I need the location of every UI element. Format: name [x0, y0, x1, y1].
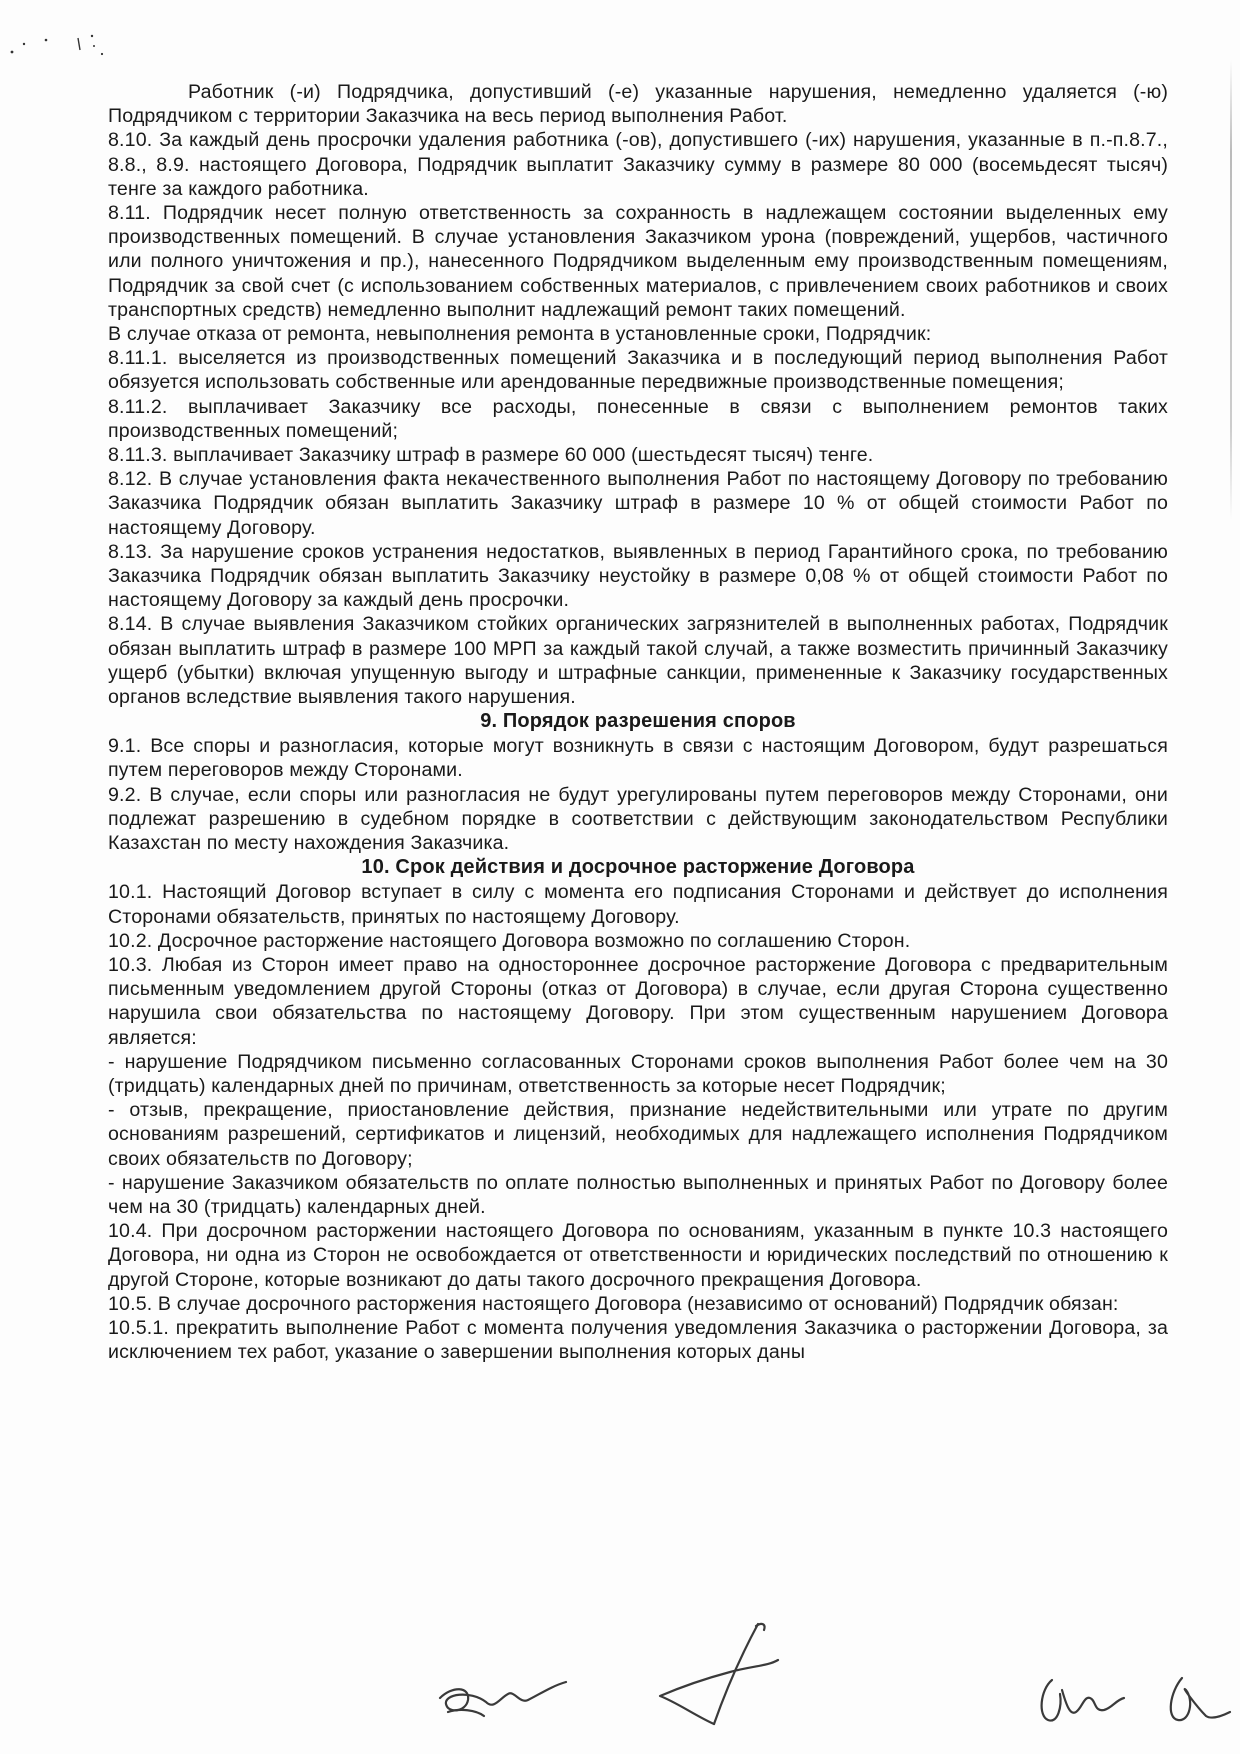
signature-4 [1171, 1678, 1230, 1720]
paragraph-8-10: 8.10. За каждый день просрочки удаления работника (-ов), допустившего (-их) нарушения, указанные в п.-п.8.7., 8.8., 8.9. настоящего Договора, Подрядчик выплатит Заказчику сумму в размере 80 000 (восемьдесят тысяч) тенге за каждого работника. [108, 129, 1168, 200]
paragraph-continuation: Работник (-и) Подрядчика, допустивший (-е) указанные нарушения, немедленно удаляется (-ю) Подрядчиком с территории Заказчика на весь период выполнения Работ. [108, 81, 1168, 128]
paragraph-8-11: 8.11. Подрядчик несет полную ответственность за сохранность в надлежащем состоянии выделенных ему производственных помещений. В случае установления Заказчиком урона (повреждений, ущербов, частичного или полного уничтожения и пр.), нанесенного Подрядчиком выделенным ему производственным помещениям, Подрядчик за свой счет (с использованием собственных материалов, с привлечением своих работников и своих транспортных средств) немедленно выполнит надлежащий ремонт таких помещений. [108, 202, 1168, 321]
paragraph-9-1: 9.1. Все споры и разногласия, которые могут возникнуть в связи с настоящим Договором, будут разрешаться путем переговоров между Сторонами. [108, 735, 1168, 782]
section-9-title: 9. Порядок разрешения споров [480, 710, 796, 733]
paragraph-refusal: В случае отказа от ремонта, невыполнения ремонта в установленные сроки, Подрядчик: [108, 323, 932, 346]
paragraph-9-2: 9.2. В случае, если споры или разногласия не будут урегулированы путем переговоров между Сторонами, они подлежат разрешению в судебном порядке в соответствии с действующим законодательством Республики Казахстан по месту нахождения Заказчика. [108, 783, 1168, 855]
signature-3 [1042, 1680, 1124, 1721]
bullet-license-revocation: - отзыв, прекращение, приостановление действия, признание недействительными или утрате по другим основаниям разрешений, сертификатов и лицензий, необходимых для надлежащего исполнения Подрядчиком своих обязательств по Договору; [108, 1099, 1168, 1170]
scan-specks [6, 30, 116, 70]
paragraph-10-5-1: 10.5.1. прекратить выполнение Работ с момента получения уведомления Заказчика о расторжении Договора, за исключением тех работ, указание о завершении выполнения которых даны [108, 1316, 1168, 1364]
signature-2 [660, 1624, 778, 1724]
scan-edge-shadow [1230, 60, 1232, 520]
section-10-title: 10. Срок действия и досрочное расторжение Договора [361, 856, 915, 879]
paragraph-8-14: 8.14. В случае выявления Заказчиком стойких органических загрязнителей в выполненных работах, Подрядчик обязан выплатить штраф в размере 100 МРП за каждый такой случай, а также возместить причинный Заказчику ущерб (убытки) включая упущенную выгоду и штрафные санкции, примененные к Заказчику государственных органов вследствие выявления такого нарушения. [108, 613, 1168, 709]
paragraph-10-2: 10.2. Досрочное расторжение настоящего Договора возможно по соглашению Сторон. [108, 929, 911, 952]
bullet-payment-violation: - нарушение Заказчиком обязательств по оплате полностью выполненных и принятых Работ по Договору более чем на 30 (тридцать) календарных дней. [108, 1171, 1168, 1218]
signatures-row [0, 1620, 1240, 1754]
paragraph-8-11-1: 8.11.1. выселяется из производственных помещений Заказчика и в последующий период выполнения Работ обязуется использовать собственные или арендованные передвижные производственные помещения; [108, 347, 1168, 394]
paragraph-8-11-2: 8.11.2. выплачивает Заказчику все расходы, понесенные в связи с выполнением ремонтов таких производственных помещений; [108, 395, 1168, 442]
bullet-violation-deadlines: - нарушение Подрядчиком письменно согласованных Сторонами сроков выполнения Работ более чем на 30 (тридцать) календарных дней по причинам, ответственность за которые несет Подрядчик; [108, 1050, 1168, 1097]
paragraph-8-13: 8.13. За нарушение сроков устранения недостатков, выявленных в период Гарантийного срока, по требованию Заказчика Подрядчик обязан выплатить Заказчику неустойку в размере 0,08 % от общей стоимости Работ по настоящему Договору за каждый день просрочки. [108, 540, 1168, 612]
document-body [108, 80, 1168, 1364]
paragraph-8-11-3: 8.11.3. выплачивает Заказчику штраф в размере 60 000 (шестьдесят тысяч) тенге. [108, 444, 874, 467]
paragraph-10-4: 10.4. При досрочном расторжении настоящего Договора по основаниям, указанным в пункте 10.3 настоящего Договора, ни одна из Сторон не освобождается от ответственности и юридических последствий по отношению к другой Стороне, которые возникают до даты такого досрочного прекращения Договора. [108, 1220, 1168, 1291]
paragraph-8-12: 8.12. В случае установления факта некачественного выполнения Работ по настоящему Договору по требованию Заказчика Подрядчик обязан выплатить Заказчику штраф в размере 10 % от общей стоимости Работ по настоящему Договору. [108, 468, 1168, 539]
paragraph-10-5: 10.5. В случае досрочного расторжения настоящего Договора (независимо от оснований) Подрядчик обязан: [108, 1292, 1119, 1315]
paragraph-10-3: 10.3. Любая из Сторон имеет право на одностороннее досрочное расторжение Договора с предварительным письменным уведомлением другой Стороны (отказ от Договора) в случае, если другая Сторона существенно нарушила свои обязательства по настоящему Договору. При этом существенным нарушением Договора является: [108, 953, 1168, 1049]
signature-1 [440, 1682, 566, 1716]
paragraph-10-1: 10.1. Настоящий Договор вступает в силу с момента его подписания Сторонами и действует до исполнения Сторонами обязательств, принятых по настоящему Договору. [108, 881, 1168, 928]
